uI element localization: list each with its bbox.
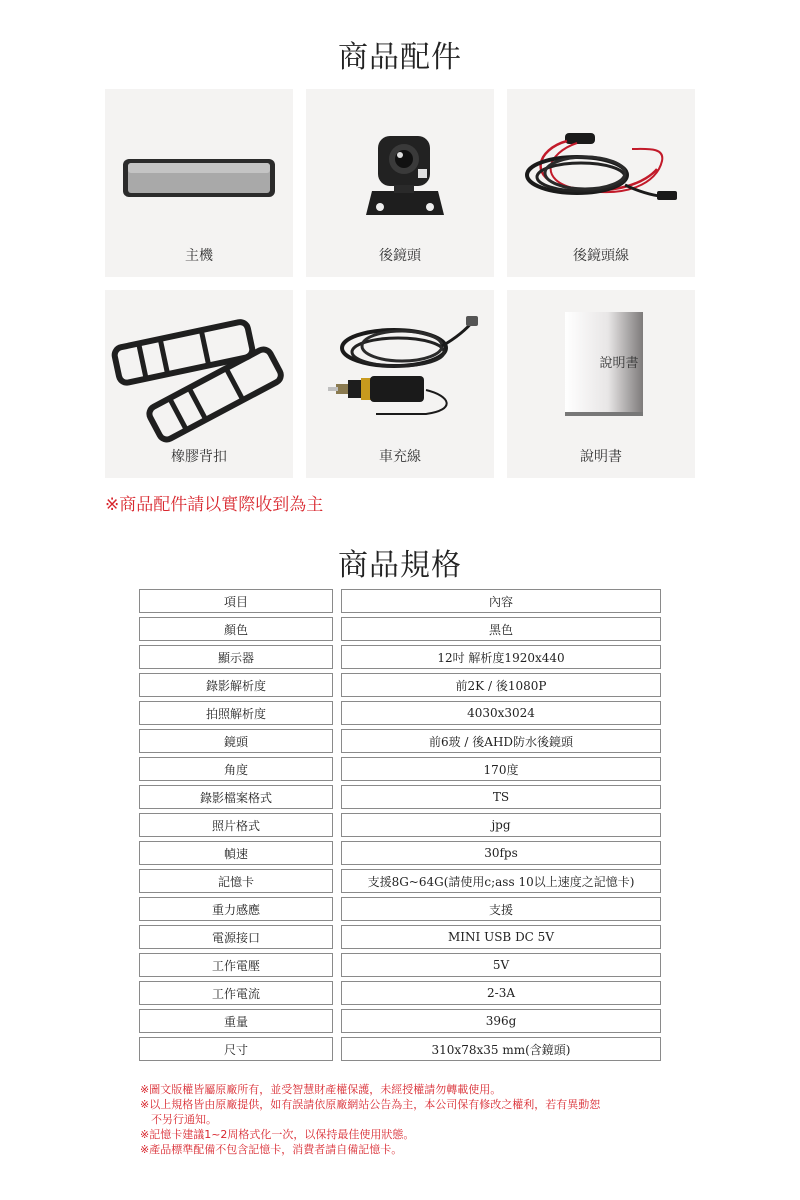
accessory-card-car-charger: [306, 290, 494, 478]
accessory-card-rear-camera: [306, 89, 494, 277]
spec-key: 工作電流: [139, 981, 333, 1005]
spec-value: 2-3A: [341, 981, 661, 1005]
spec-value: 支援8G~64G(請使用c;ass 10以上速度之記憶卡): [341, 869, 661, 893]
spec-key: 尺寸: [139, 1037, 333, 1061]
spec-key: 錄影解析度: [139, 673, 333, 697]
accessory-card-rubber-strap: [105, 290, 293, 478]
spec-key: 重力感應: [139, 897, 333, 921]
spec-header-value: 內容: [341, 589, 661, 613]
spec-key: 電源接口: [139, 925, 333, 949]
spec-key: 幀速: [139, 841, 333, 865]
spec-key: 顯示器: [139, 645, 333, 669]
spec-row: [139, 981, 661, 1005]
spec-value: jpg: [341, 813, 661, 837]
spec-value: 黑色: [341, 617, 661, 641]
spec-value: 前6玻 / 後AHD防水後鏡頭: [341, 729, 661, 753]
spec-value: MINI USB DC 5V: [341, 925, 661, 949]
spec-key: 錄影檔案格式: [139, 785, 333, 809]
spec-row: [139, 869, 661, 893]
spec-key: 照片格式: [139, 813, 333, 837]
accessory-card-camera-cable: [507, 89, 695, 277]
accessory-label: 主機: [185, 248, 213, 264]
spec-key: 顏色: [139, 617, 333, 641]
spec-row: [139, 841, 661, 865]
spec-value: 前2K / 後1080P: [341, 673, 661, 697]
spec-value: 5V: [341, 953, 661, 977]
spec-row: [139, 645, 661, 669]
spec-row: [139, 1037, 661, 1061]
footnote-line: ※以上規格皆由原廠提供，如有誤請依原廠網站公告為主，本公司保有修改之權利，若有異動恕: [140, 1098, 601, 1111]
specs-title: 商品規格: [338, 548, 462, 583]
footnote-line: 不另行通知。: [140, 1113, 217, 1126]
spec-row: [139, 617, 661, 641]
spec-value: 170度: [341, 757, 661, 781]
spec-key: 工作電壓: [139, 953, 333, 977]
spec-header-key: 項目: [139, 589, 333, 613]
accessory-label: 說明書: [580, 449, 622, 465]
spec-key: 角度: [139, 757, 333, 781]
spec-value: 支援: [341, 897, 661, 921]
spec-value: 4030x3024: [341, 701, 661, 725]
spec-value: 30fps: [341, 841, 661, 865]
spec-value: 396g: [341, 1009, 661, 1033]
spec-key: 重量: [139, 1009, 333, 1033]
footnotes: [140, 1082, 680, 1157]
accessory-card-main-unit: [105, 89, 293, 277]
spec-row: [139, 1009, 661, 1033]
accessories-title: 商品配件: [338, 40, 462, 75]
spec-key: 鏡頭: [139, 729, 333, 753]
spec-row: [139, 897, 661, 921]
footnote-line: ※記憶卡建議1~2周格式化一次，以保持最佳使用狀態。: [140, 1128, 415, 1141]
accessory-label: 後鏡頭: [379, 248, 421, 264]
spec-row: [139, 729, 661, 753]
spec-row: [139, 673, 661, 697]
footnote-line: ※圖文版權皆屬原廠所有，並受智慧財產權保護，未經授權請勿轉載使用。: [140, 1083, 502, 1096]
spec-table: [139, 585, 661, 1065]
spec-row: [139, 953, 661, 977]
manual-cover-text: 說明書: [599, 356, 639, 371]
spec-row: [139, 813, 661, 837]
spec-value: 310x78x35 mm(含鏡頭): [341, 1037, 661, 1061]
spec-header-row: [139, 589, 661, 613]
spec-row: [139, 757, 661, 781]
accessory-notice: ※商品配件請以實際收到為主: [105, 495, 324, 515]
accessory-card-manual: [507, 290, 695, 478]
spec-value: TS: [341, 785, 661, 809]
spec-key: 拍照解析度: [139, 701, 333, 725]
accessory-label: 後鏡頭線: [573, 248, 629, 264]
accessory-label: 車充線: [379, 449, 421, 465]
footnote-line: ※產品標準配備不包含記憶卡，消費者請自備記憶卡。: [140, 1143, 403, 1156]
spec-key: 記憶卡: [139, 869, 333, 893]
spec-row: [139, 785, 661, 809]
spec-value: 12吋 解析度1920x440: [341, 645, 661, 669]
spec-row: [139, 925, 661, 949]
spec-row: [139, 701, 661, 725]
accessory-label: 橡膠背扣: [171, 449, 227, 465]
